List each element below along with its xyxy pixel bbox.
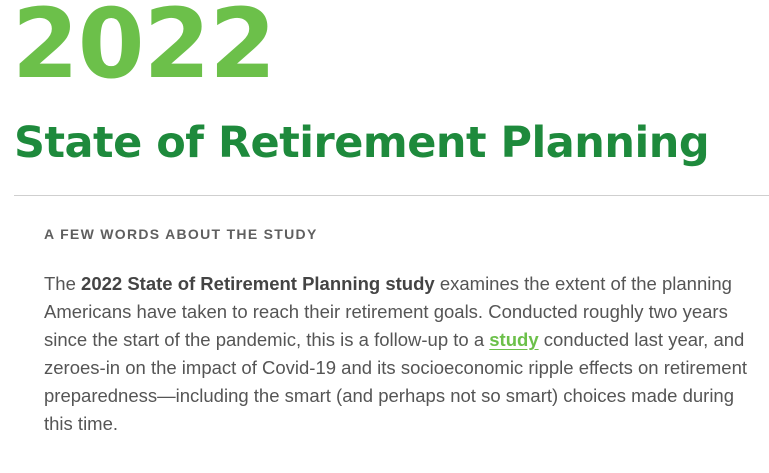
description-intro: The [44,273,82,294]
section-heading: A FEW WORDS ABOUT THE STUDY [44,226,318,242]
study-name: 2022 State of Retirement Planning study [81,273,435,294]
study-description [44,270,764,438]
report-title: State of Retirement Planning [14,118,710,168]
previous-study-link[interactable]: study [489,329,539,350]
description-part-1: examines the extent of the planning Americans have taken to reach their retirement goals. Conducted roughly two years since the start of the pandemic, this is a follow-up to a [44,273,732,350]
description-part-2: conducted last year, and zeroes-in on the impact of Covid-19 and its socioeconomic ripple effects on retirement preparedness—including the smart (and perhaps not so smart) choices made during this time. [44,329,748,434]
section-divider [14,195,769,196]
report-year: 2022 [12,0,276,100]
